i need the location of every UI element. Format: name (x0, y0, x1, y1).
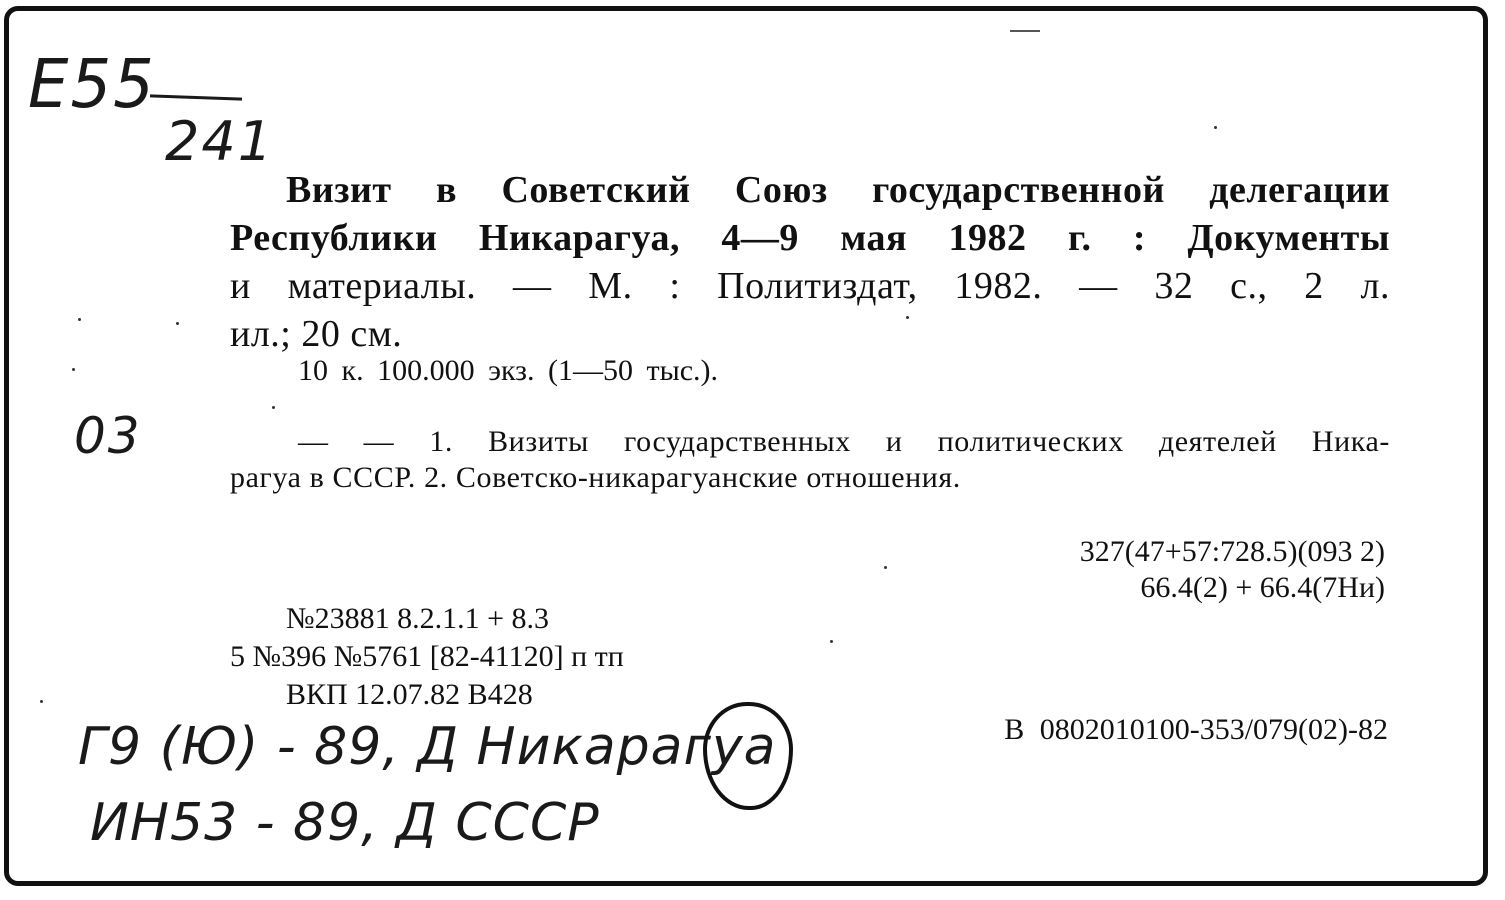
handwritten-note-line-1: Г9 (Ю) - 89, Д Никарагуа (78, 717, 777, 777)
handwritten-mark: 03 (74, 407, 142, 465)
chamber-line: ВКП 12.07.82 В428 (286, 678, 533, 711)
bbk-index: 66.4(2) + 66.4(7Ни) (1140, 571, 1385, 604)
imprint-line: и материалы. — М. : Политиздат, 1982. — 32 с., 2 л. (230, 265, 1390, 307)
scan-speck (1214, 126, 1217, 129)
scan-speck (906, 316, 909, 319)
title-line-1: Визит в Советский Союз государственной делегации (286, 169, 1390, 211)
card-number-line: №23881 8.2.1.1 + 8.3 (286, 602, 550, 635)
scan-speck (884, 566, 887, 569)
bibliographic-description (230, 166, 1390, 358)
udc-index: 327(47+57:728.5)(093 2) (1079, 535, 1385, 568)
scan-artifact (1010, 30, 1040, 32)
subject-line-2: рагуа в СССР. 2. Советско-никарагуанские отношения. (230, 461, 961, 494)
scan-speck (72, 368, 75, 371)
handwritten-call-number-top: E55 (28, 46, 156, 124)
physical-description-line: ил.; 20 см. (230, 313, 403, 355)
title-line-2: Республики Никарагуа, 4—9 мая 1982 г. : Документы (230, 217, 1390, 259)
classification-indexes (930, 534, 1385, 606)
scan-speck (40, 700, 43, 703)
subject-line-1: — — 1. Визиты государственных и политических деятелей Ника- (298, 425, 1390, 458)
handwritten-note-line-2: ИН53 - 89, Д СССР (90, 793, 600, 853)
scan-speck (176, 322, 179, 325)
scan-speck (830, 640, 833, 643)
scan-speck (78, 318, 81, 321)
scan-speck (272, 406, 275, 409)
handwritten-call-number-bottom: 241 (165, 110, 275, 173)
price-and-print-run: 10 к. 100.000 экз. (1—50 тыс.). (298, 354, 719, 387)
order-line: 5 №396 №5761 [82-41120] п тп (230, 640, 624, 673)
subject-headings (230, 424, 1390, 496)
card-imprint-details (230, 600, 624, 714)
publisher-code: В 0802010100-353/079(02)-82 (1004, 713, 1388, 746)
